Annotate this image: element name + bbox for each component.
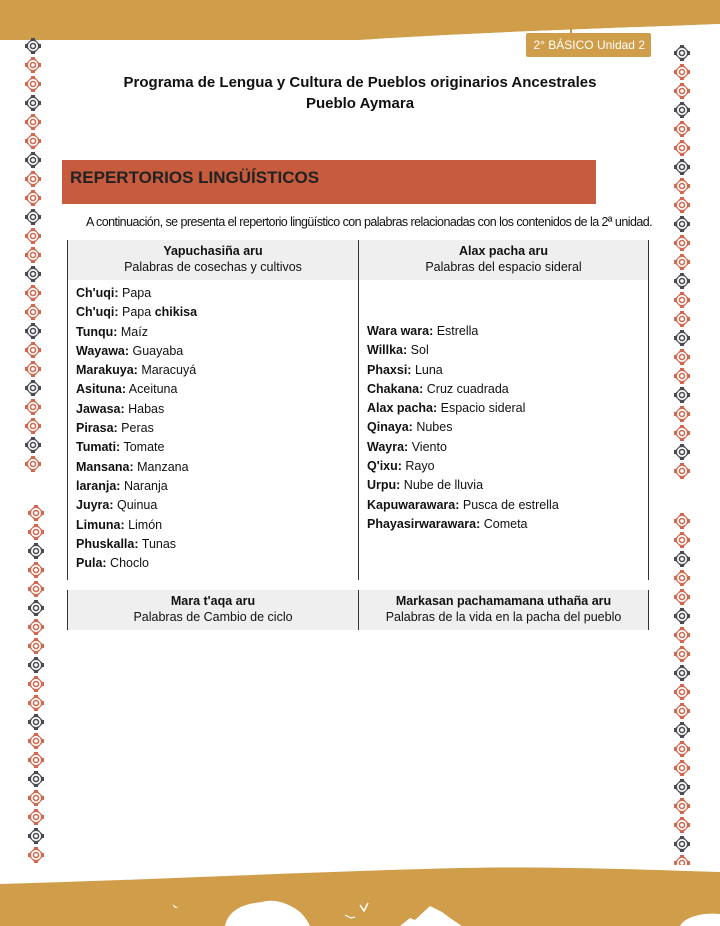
section-title: REPERTORIOS LINGÜÍSTICOS [70,168,320,187]
ornament-icon [674,760,690,776]
ornament-icon [28,752,44,768]
ornament-icon [28,657,44,673]
ornament-icon [28,676,44,692]
word-entry [76,458,358,477]
word-entry [367,457,648,476]
ornament-icon [25,228,41,244]
ornament-icon [674,311,690,327]
spanish-meaning: Cruz cuadrada [423,381,509,396]
people-title: Pueblo Aymara [305,95,415,112]
ornament-icon [674,273,690,289]
spanish-meaning: Maíz [117,324,148,339]
word-entry [76,323,358,342]
spanish-meaning: Papa [118,305,152,320]
aymara-term: Wara wara: [367,324,434,338]
spanish-meaning: Tunas [138,536,177,551]
ornament-icon [674,779,690,795]
word-entry [367,496,648,515]
spanish-meaning: Nubes [412,420,453,435]
aymara-term: Kapuwarawara: [367,497,460,512]
intro-paragraph: A continuación, se presenta el repertorio lingüístico con palabras relacionadas con los contenidos de la 2ª unidad. [86,215,653,229]
word-entry [76,496,358,515]
word-entry [367,476,648,495]
ornament-icon [25,437,41,453]
ornament-icon [674,646,690,662]
ornament-icon [674,121,690,137]
aymara-term: Chakana: [367,381,424,396]
aymara-term: Jawasa: [76,401,125,416]
ornament-icon [28,714,44,730]
word-entry [76,400,358,419]
aymara-term: Pirasa: [76,421,118,436]
aymara-term: Tunqu: [76,324,118,339]
spanish-meaning: Nube de lluvia [400,478,484,493]
word-entry [367,399,648,418]
aymara-term: Phuskalla: [76,536,139,551]
right-ornament-border-lower [673,513,691,874]
ornament-icon [25,114,41,130]
word-entry [367,322,648,341]
aymara-term: Ch'uqi: [76,305,119,320]
ornament-icon [674,292,690,308]
ornament-icon [25,456,41,472]
word-entry [367,380,648,399]
ornament-icon [674,703,690,719]
left-ornament-border-lower [27,505,45,866]
ornament-icon [28,619,44,635]
aymara-term: Pula: [76,556,107,571]
ornament-icon [674,722,690,738]
ornament-icon [674,513,690,529]
word-entry [76,477,358,496]
column-title: Yapuchasiña aru [163,244,263,258]
spanish-meaning: Pusca de estrella [459,497,559,512]
spanish-meaning: Maracuyá [137,363,197,378]
column-subtitle: Palabras del espacio sideral [425,260,582,274]
ornament-icon [25,304,41,320]
spanish-meaning: Papa [118,286,152,300]
ornament-icon [25,152,41,168]
word-entry [76,535,358,554]
spanish-meaning: Viento [408,439,447,454]
spanish-meaning: Limón [124,517,163,532]
word-entry [367,515,648,534]
column-header-space [359,240,649,280]
aymara-term: Marakuya: [76,363,138,378]
column-title: Mara t'aqa aru [170,594,256,608]
column-title: Markasan pachamamana uthaña aru [395,594,612,608]
word-entry [76,438,358,457]
aymara-term: Qinaya: [367,420,413,435]
vocabulary-table-1 [67,240,649,580]
ornament-icon [674,741,690,757]
ornament-icon [25,133,41,149]
column-subtitle: Palabras de cosechas y cultivos [124,260,302,274]
ornament-icon [28,505,44,521]
word-entry [76,516,358,535]
ornament-icon [674,197,690,213]
aymara-term: Wayawa: [76,343,130,358]
ornament-icon [674,444,690,460]
ornament-icon [28,771,44,787]
ornament-icon [25,38,41,54]
word-entry [76,303,358,322]
ornament-icon [674,589,690,605]
ornament-icon [674,665,690,681]
ornament-icon [28,695,44,711]
spanish-meaning: Sol [407,343,429,358]
ornament-icon [25,418,41,434]
aymara-term: Asituna: [76,382,126,397]
vocabulary-table-2 [67,590,649,630]
ornament-icon [25,57,41,73]
ornament-icon [25,323,41,339]
aymara-term: Alax pacha: [367,401,438,416]
ornament-icon [28,790,44,806]
spanish-meaning: Cometa [480,516,528,531]
aymara-term: Tumati: [76,440,121,455]
word-entry [367,418,648,437]
word-entry [76,554,358,573]
ornament-icon [25,380,41,396]
ornament-icon [28,581,44,597]
spanish-meaning: Naranja [120,478,168,493]
ornament-icon [674,159,690,175]
program-title: Programa de Lengua y Cultura de Pueblos originarios Ancestrales [123,74,597,91]
ornament-icon [28,562,44,578]
aymara-term: Mansana: [76,459,134,474]
aymara-term: Wayra: [367,439,409,454]
spanish-meaning: Rayo [401,459,435,474]
spanish-meaning-bold: chikisa [151,305,198,320]
ornament-icon [28,828,44,844]
ornament-icon [25,285,41,301]
spanish-meaning: Luna [411,362,443,377]
aymara-term: Ch'uqi: [76,286,119,300]
ornament-icon [674,349,690,365]
column-header-cycle [68,590,359,630]
ornament-icon [674,140,690,156]
word-entry [76,284,358,303]
ornament-icon [674,551,690,567]
ornament-icon [25,342,41,358]
spanish-meaning: Tomate [120,440,165,455]
column-header-village-life [359,590,649,630]
ornament-icon [674,178,690,194]
ornament-icon [25,209,41,225]
ornament-icon [674,627,690,643]
spanish-meaning: Guayaba [129,343,184,358]
ornament-icon [674,368,690,384]
ornament-icon [674,608,690,624]
aymara-term: laranja: [76,478,121,493]
ornament-icon [674,684,690,700]
column-subtitle: Palabras de la vida en la pacha del pueblo [385,610,622,624]
aymara-term: Urpu: [367,478,401,493]
ornament-icon [28,809,44,825]
ornament-icon [674,817,690,833]
word-entry [76,380,358,399]
word-entry [76,342,358,361]
spanish-meaning: Quinua [113,498,158,513]
space-word-list [359,280,649,580]
word-entry [76,419,358,438]
column-title: Alax pacha aru [459,244,548,258]
ornament-icon [674,330,690,346]
ornament-icon [25,190,41,206]
ornament-icon [25,399,41,415]
ornament-icon [28,638,44,654]
ornament-icon [28,543,44,559]
ornament-icon [28,733,44,749]
ornament-icon [25,266,41,282]
document-title [0,72,720,114]
ornament-icon [674,798,690,814]
aymara-term: Limuna: [76,517,125,532]
ornament-icon [674,45,690,61]
grade-unit-badge: 2° BÁSICO Unidad 2 [526,33,651,57]
word-entry [367,361,648,380]
column-header-harvest [68,240,359,280]
ornament-icon [674,836,690,852]
column-subtitle: Palabras de Cambio de ciclo [133,610,293,624]
ornament-icon [674,387,690,403]
ornament-icon [28,600,44,616]
spanish-meaning: Choclo [106,556,149,571]
aymara-term: Juyra: [76,498,114,513]
ornament-icon [674,406,690,422]
harvest-word-list [68,280,359,580]
aymara-term: Willka: [367,343,408,358]
spanish-meaning: Peras [117,421,154,436]
word-entry [76,361,358,380]
ornament-icon [674,463,690,479]
ornament-icon [674,532,690,548]
spanish-meaning: Aceituna [126,382,178,397]
aymara-term: Phayasirwarawara: [367,516,481,531]
ornament-icon [674,570,690,586]
ornament-icon [674,254,690,270]
ornament-icon [674,235,690,251]
ornament-icon [674,425,690,441]
aymara-term: Phaxsi: [367,362,412,377]
ornament-icon [25,361,41,377]
word-entry [367,341,648,360]
word-entry [367,438,648,457]
ornament-icon [25,171,41,187]
ornament-icon [674,216,690,232]
ornament-icon [25,247,41,263]
spanish-meaning: Espacio sideral [437,401,526,416]
spanish-meaning: Estrella [433,324,479,338]
spanish-meaning: Manzana [133,459,189,474]
ornament-icon [28,524,44,540]
spanish-meaning: Habas [124,401,165,416]
section-header-bar [62,160,596,204]
footer-landscape-illustration [0,860,720,926]
aymara-term: Q'ixu: [367,459,402,474]
